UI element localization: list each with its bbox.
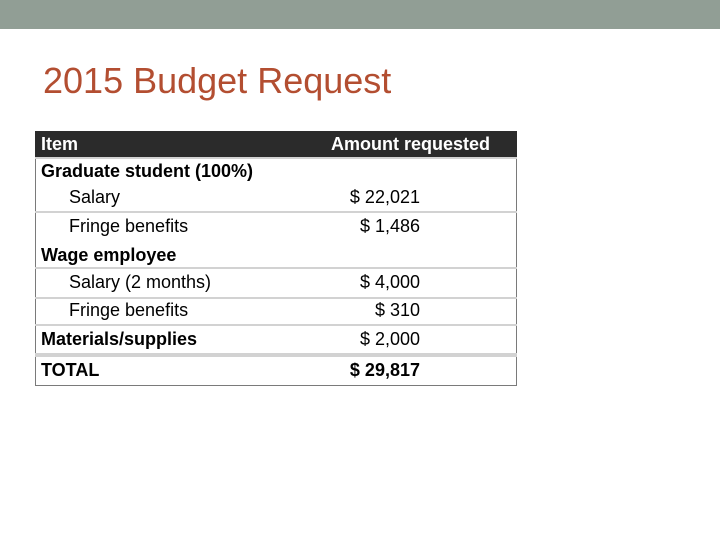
table-header-row bbox=[35, 131, 517, 159]
top-accent-bar bbox=[0, 0, 720, 29]
table-row bbox=[35, 184, 517, 213]
row-amount: $ 2,000 bbox=[359, 329, 420, 349]
table-row bbox=[35, 242, 517, 269]
row-item: TOTAL bbox=[41, 360, 100, 380]
table-row bbox=[35, 213, 517, 240]
row-item: Graduate student (100%) bbox=[41, 161, 254, 181]
header-item: Item bbox=[41, 134, 79, 154]
row-item: Wage employee bbox=[41, 245, 177, 265]
row-amount: $ 4,000 bbox=[359, 272, 420, 292]
row-amount: $ 29,817 bbox=[349, 360, 420, 380]
table-row bbox=[35, 326, 517, 355]
table-row bbox=[35, 267, 517, 299]
row-item: Salary bbox=[69, 187, 121, 207]
row-item: Fringe benefits bbox=[69, 216, 189, 236]
slide-title: 2015 Budget Request bbox=[43, 60, 392, 101]
table-row bbox=[35, 158, 517, 184]
table-row bbox=[35, 297, 517, 326]
row-amount: $ 310 bbox=[374, 300, 420, 320]
row-item: Fringe benefits bbox=[69, 300, 189, 320]
row-amount: $ 1,486 bbox=[359, 216, 420, 236]
row-amount: $ 22,021 bbox=[349, 187, 420, 207]
header-amount: Amount requested bbox=[330, 134, 490, 154]
row-item: Salary (2 months) bbox=[69, 272, 212, 292]
row-item: Materials/supplies bbox=[41, 329, 198, 349]
table-row-total bbox=[35, 355, 517, 385]
